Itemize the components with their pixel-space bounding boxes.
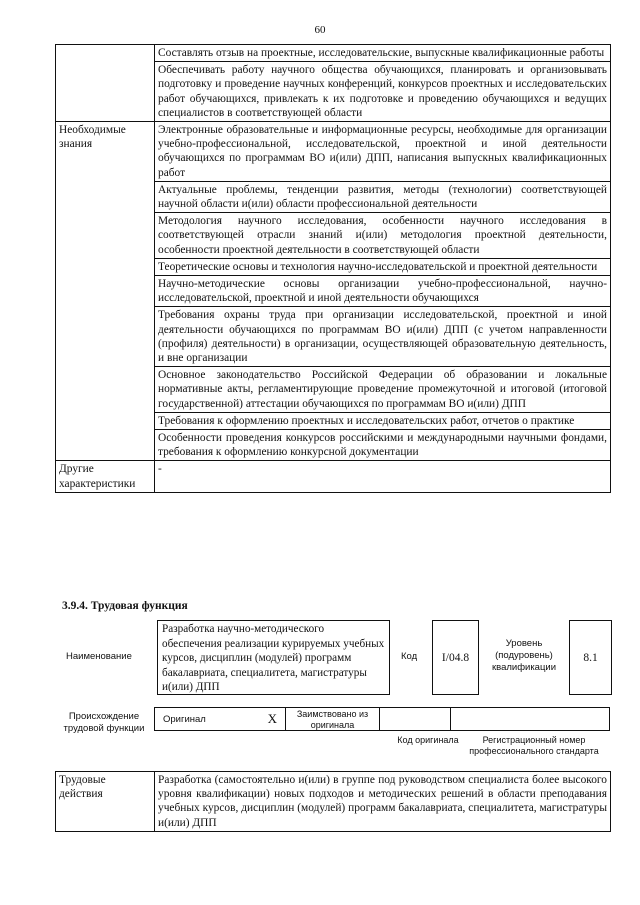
function-code-box: I/04.8 (432, 620, 479, 695)
row-text: Методология научного исследования, особенности научного исследования в соответствующей отрасли знаний и(или) методология проектной деятельности, особенности проектной деятельности в соответствующей области (155, 213, 611, 259)
original-mark: X (267, 711, 277, 726)
row-text: Разработка (самостоятельно и(или) в группе под руководством специалиста более высокого уровня квалификации) новых подходов и методических решений в области преподавания учебных курсов, дисциплин (модулей) программ бакалавриата, специалитета, магистратуры и(или) ДПП (155, 772, 611, 832)
section-title: 3.9.4. Трудовая функция (62, 600, 188, 612)
table-row (56, 461, 611, 492)
row-text: Электронные образовательные и информационные ресурсы, необходимые для организации учебно-профессиональной, исследовательской, проектной и иной деятельности обучающихся по программам ВО и(или) ДПП, написания выпускных квалификационных работ (155, 122, 611, 182)
qualification-level-label: Уровень (подуровень) квалификации (491, 638, 557, 673)
row-text: Основное законодательство Российской Федерации об образовании и локальные нормативные акты, регламентирующие проведение промежуточной и итоговой (итоговой государственной) аттестации обучающихся по программам ВО и(или) ДПП (155, 367, 611, 413)
registration-number-cell (450, 707, 610, 731)
original-code-cell (379, 707, 451, 731)
qualification-level-box: 8.1 (569, 620, 612, 695)
row-label: Трудовые действия (56, 772, 155, 832)
original-cell (154, 707, 286, 731)
labor-actions-table (55, 771, 611, 832)
origin-row (155, 707, 612, 731)
function-name-box: Разработка научно-методического обеспечения реализации курируемых учебных курсов, дисциплин (модулей) программ бакалавриата, специалитета, магистратуры и(или) ДПП (157, 620, 390, 695)
row-text: Требования охраны труда при организации исследовательской, проектной и иной деятельности обучающихся по программам ВО и(или) ДПП (с учетом направленности (профиля) деятельности) в организации, осуществляющей образовательную деятельность, и вне организации (155, 307, 611, 367)
row-label (56, 45, 155, 122)
original-label: Оригинал (163, 714, 206, 725)
row-text: Актуальные проблемы, тенденции развития, методы (технологии) соответствующей научной области и(или) области профессиональной деятельности (155, 181, 611, 212)
row-text: Требования к оформлению проектных и исследовательских работ, отчетов о практике (155, 412, 611, 429)
origin-label: Происхождение трудовой функции (63, 711, 145, 734)
row-label: Другие характеристики (56, 461, 155, 492)
table-row (56, 45, 611, 62)
row-label: Необходимые знания (56, 122, 155, 461)
skills-knowledge-table (55, 44, 611, 493)
row-text: Теоретические основы и технология научно-исследовательской и проектной деятельности (155, 258, 611, 275)
registration-number-caption: Регистрационный номер профессионального стандарта (469, 735, 599, 756)
page-number: 60 (314, 24, 326, 36)
row-text: - (155, 461, 611, 492)
row-text: Особенности проведения конкурсов российскими и международными научными фондами, требования к оформлению конкурсной документации (155, 430, 611, 461)
row-text: Научно-методические основы организации учебно-профессиональной, научно-исследовательской, проектной и иной деятельности обучающихся (155, 276, 611, 307)
table-row (56, 772, 611, 832)
table-row (56, 122, 611, 182)
row-text: Обеспечивать работу научного общества обучающихся, планировать и организовывать подготовку и проведение научных конференций, конкурсов проектных и исследовательских работ обучающихся, привлекать к их подготовке и проведению обучающихся и ведущих специалистов в соответствующей области (155, 62, 611, 122)
row-text: Составлять отзыв на проектные, исследовательские, выпускные квалификационные работы (155, 45, 611, 62)
code-label: Код (401, 651, 418, 662)
name-label: Наименование (66, 651, 132, 662)
original-code-caption: Код оригинала (397, 735, 459, 745)
borrowed-cell: Заимствовано из оригинала (285, 707, 380, 731)
